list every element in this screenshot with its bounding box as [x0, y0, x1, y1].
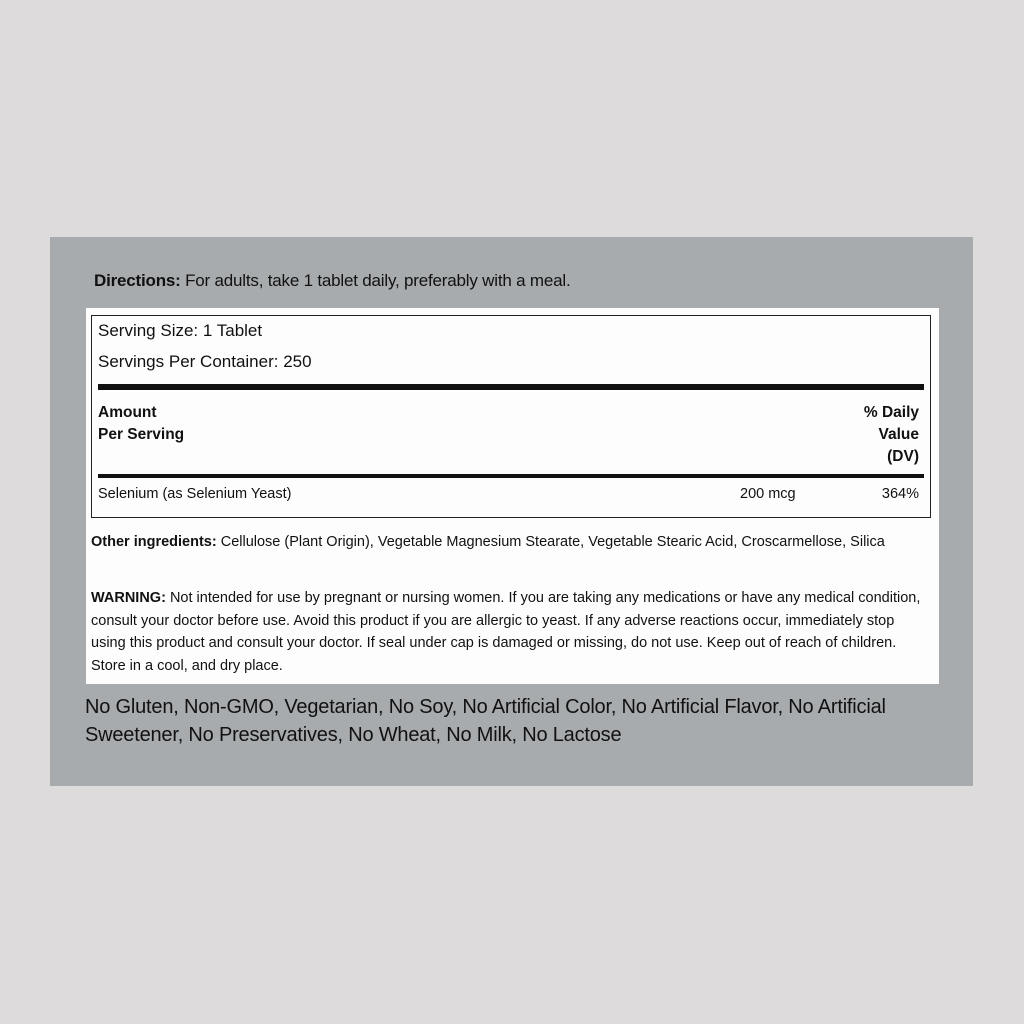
serving-size: Serving Size: 1 Tablet	[98, 321, 263, 340]
amount-header-line1: Amount	[98, 404, 157, 421]
nutrient-name: Selenium (as Selenium Yeast)	[98, 486, 292, 502]
nutrient-dv: 364%	[881, 486, 919, 502]
supplement-facts-table	[91, 315, 931, 518]
info-box	[86, 308, 939, 684]
daily-value-header	[819, 402, 919, 468]
other-ingredients-text: Cellulose (Plant Origin), Vegetable Magnesium Stearate, Vegetable Stearic Acid, Croscarmellose, Silica	[216, 534, 885, 550]
warning-text: Not intended for use by pregnant or nursing women. If you are taking any medications or have any medical condition, consult your doctor before use. Avoid this product if you are allergic to yeast. If any adverse reactions occur, immediately stop using this product and consult your doctor. If seal under cap is damaged or missing, do not use. Keep out of reach of children. Store in a cool, and dry place.	[91, 590, 921, 674]
warning-label: WARNING:	[91, 590, 166, 606]
other-ingredients-label: Other ingredients:	[91, 534, 217, 550]
amount-per-serving-header	[98, 402, 238, 446]
dv-header-line3: (DV)	[887, 448, 919, 465]
dv-header-line2: Value	[878, 426, 919, 443]
directions-label: Directions:	[94, 271, 181, 290]
divider-bar-2	[98, 474, 924, 478]
dv-header-line1: % Daily	[863, 404, 919, 421]
label-panel	[50, 237, 973, 786]
divider-bar	[98, 384, 924, 390]
other-ingredients	[91, 531, 911, 553]
warning	[91, 587, 921, 677]
dietary-claims: No Gluten, Non-GMO, Vegetarian, No Soy, No Artificial Color, No Artificial Flavor, No Artificial Sweetener, No Preservatives, No Wheat, No Milk, No Lactose	[85, 696, 886, 746]
servings-per-container: Servings Per Container: 250	[98, 352, 312, 371]
nutrient-amount: 200 mcg	[740, 486, 796, 502]
directions	[94, 271, 570, 291]
directions-text: For adults, take 1 tablet daily, preferably with a meal.	[180, 271, 571, 290]
amount-header-line2: Per Serving	[98, 426, 185, 443]
